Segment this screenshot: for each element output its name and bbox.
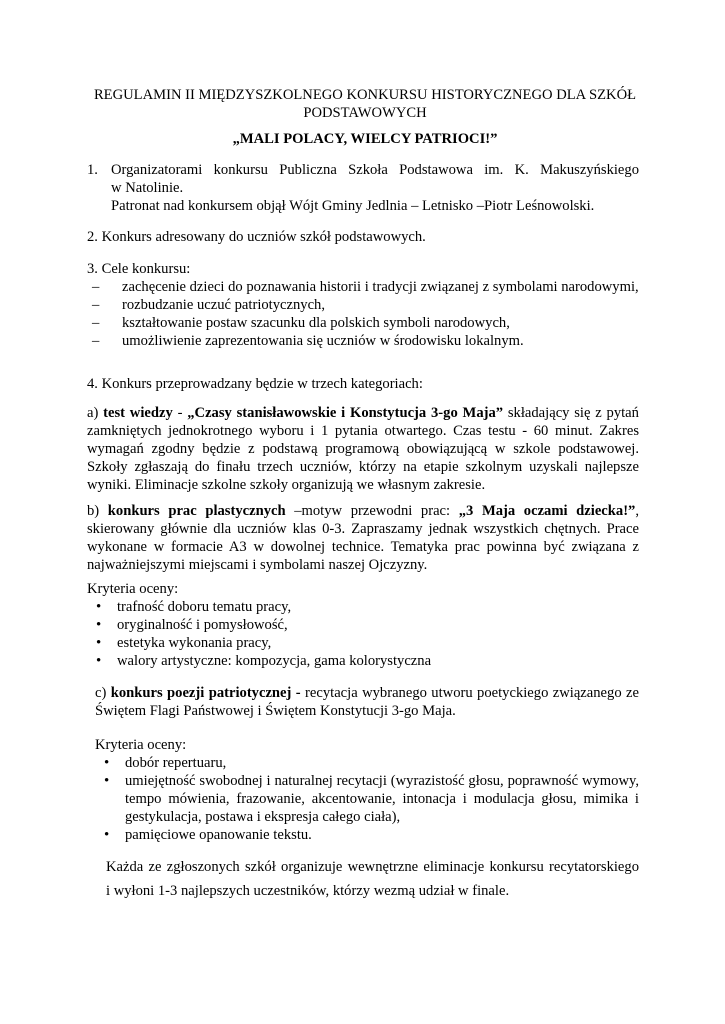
closing-line-2: i wyłoni 1-3 najlepszych uczestników, którzy wezmą udział w finale.	[106, 883, 510, 899]
section-3	[87, 260, 639, 350]
section-1-line-2: w Natolinie.	[111, 180, 184, 196]
goals-list	[92, 278, 639, 350]
category-c-name: konkurs poezji patriotycznej -	[110, 685, 301, 701]
goal-item: – kształtowanie postaw szacunku dla polskich symboli narodowych,	[92, 314, 639, 332]
category-c-description: recytacja wybranego utworu poetyckiego związanego ze Świętem Flagi Państwowej i Świętem Konstytucji 3-go Maja.	[95, 685, 639, 719]
category-c-prefix: c)	[95, 685, 111, 701]
section-1-line-1: Organizatorami konkursu Publiczna Szkoła Podstawowa im. K. Makuszyńskiego	[111, 162, 639, 178]
category-c-criteria	[95, 736, 639, 844]
section-4-heading: 4. Konkurs przeprowadzany będzie w trzech kategoriach:	[87, 376, 423, 392]
goal-item: – rozbudzanie uczuć patriotycznych,	[92, 296, 639, 314]
criteria-item: • dobór repertuaru,	[95, 754, 639, 772]
category-b-description: , skierowany głównie dla uczniów klas 0-3. Zapraszamy jednak wszystkich chętnych. Prace wykonane w formacie A3 w dowolnej technice. Tematyka prac powinna być związana z najważniejszymi miejscami i symbolami naszej Ojczyzny.	[87, 503, 640, 573]
section-1	[87, 161, 639, 215]
category-a	[87, 404, 639, 494]
category-b-name: konkurs prac plastycznych	[107, 503, 286, 519]
criteria-item: • trafność doboru tematu pracy,	[87, 598, 639, 616]
goal-item: – umożliwienie zaprezentowania się uczniów w środowisku lokalnym.	[92, 332, 639, 350]
criteria-item: • pamięciowe opanowanie tekstu.	[95, 826, 639, 844]
section-1-number: 1.	[87, 162, 98, 178]
category-b	[87, 502, 639, 574]
category-c	[95, 684, 639, 720]
criteria-item: • estetyka wykonania pracy,	[87, 634, 639, 652]
criteria-heading: Kryteria oceny:	[95, 737, 187, 753]
criteria-list	[95, 754, 639, 844]
closing-line-1: Każda ze zgłoszonych szkół organizuje wewnętrzne eliminacje konkursu recytatorskiego	[106, 859, 639, 875]
criteria-list	[87, 598, 639, 670]
section-3-heading: 3. Cele konkursu:	[87, 261, 191, 277]
section-1-line-3: Patronat nad konkursem objął Wójt Gminy Jedlnia – Letnisko –Piotr Leśnowolski.	[111, 198, 595, 214]
category-a-sep: -	[172, 405, 188, 421]
category-a-prefix: a)	[87, 405, 104, 421]
category-a-description: składający się z pytań zamkniętych jednokrotnego wyboru i 1 pytania otwartego. Czas testu - 60 minut. Zakres wymagań zgodny będzie z podstawą programową obowiązującą w szkole podstawowej. Szkoły zgłaszają do finału trzech uczniów, którzy na etapie szkolnym uzyskali najlepsze wyniki. Eliminacje szkolne szkoły organizują we własnym zakresie.	[87, 405, 639, 493]
category-b-criteria	[87, 580, 639, 670]
category-b-theme: „3 Maja oczami dziecka!”	[458, 503, 636, 519]
category-b-mid: –motyw przewodni prac:	[285, 503, 459, 519]
closing-note	[106, 855, 639, 903]
category-a-name: test wiedzy	[103, 405, 173, 421]
criteria-item: • umiejętność swobodnej i naturalnej recytacji (wyrazistość głosu, poprawność wymowy, tempo mówienia, frazowanie, akcentowanie, intonacja i modulacja głosu, mimika i gestykulacja, postawa i ekspresja całego ciała),	[95, 772, 639, 826]
title-line-1: REGULAMIN II MIĘDZYSZKOLNEGO KONKURSU HISTORYCZNEGO DLA SZKÓŁ	[93, 87, 637, 103]
goal-item: – zachęcenie dzieci do poznawania historii i tradycji związanej z symbolami narodowymi,	[92, 278, 639, 296]
criteria-item: • oryginalność i pomysłowość,	[87, 616, 639, 634]
section-2: 2. Konkurs adresowany do uczniów szkół podstawowych.	[87, 229, 426, 245]
criteria-heading: Kryteria oceny:	[87, 581, 179, 597]
category-a-theme: „Czasy stanisławowskie i Konstytucja 3-go Maja”	[187, 405, 504, 421]
document-subtitle: „MALI POLACY, WIELCY PATRIOCI!”	[232, 131, 498, 147]
category-b-prefix: b)	[87, 503, 108, 519]
title-line-2: PODSTAWOWYCH	[303, 105, 427, 121]
criteria-item: • walory artystyczne: kompozycja, gama kolorystyczna	[87, 652, 639, 670]
document-title	[60, 86, 670, 122]
